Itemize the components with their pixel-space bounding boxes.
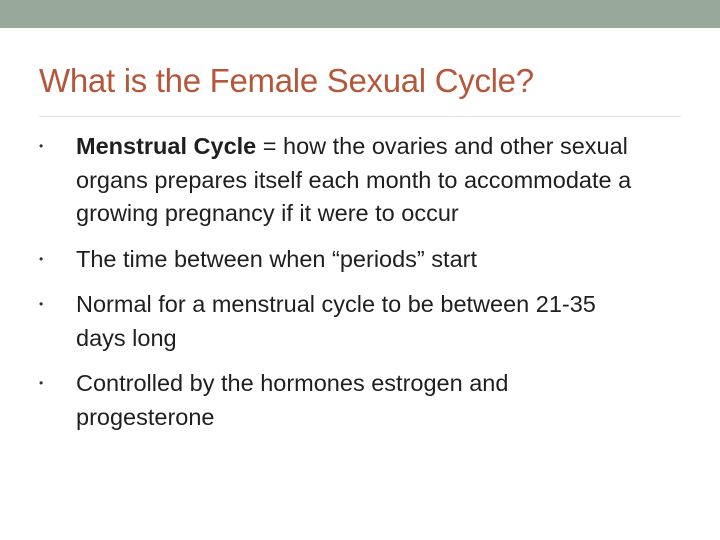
bullet-text: Normal for a menstrual cycle to be between 21-35 days long xyxy=(76,291,596,351)
bullet-icon: • xyxy=(39,297,44,311)
bullet-item-normal-length xyxy=(0,288,646,355)
bullet-term: Menstrual Cycle xyxy=(76,133,257,159)
bullet-text xyxy=(76,133,631,226)
bullet-text: The time between when “periods” start xyxy=(76,245,477,272)
top-color-band xyxy=(0,0,720,28)
bullet-icon: • xyxy=(39,376,44,390)
bullet-list xyxy=(0,130,720,446)
bullet-item-hormones xyxy=(0,367,646,434)
bullet-icon: • xyxy=(39,139,44,153)
bullet-item-time-between xyxy=(0,243,646,277)
bullet-definition: = how the ovaries and other sexual organs prepares itself each month to accommodate a growing pregnancy if it were to occur xyxy=(76,133,632,226)
bullet-text: Controlled by the hormones estrogen and progesterone xyxy=(76,370,509,430)
title-divider xyxy=(39,116,681,117)
bullet-item-menstrual-cycle xyxy=(0,130,646,231)
slide-title: What is the Female Sexual Cycle? xyxy=(39,62,534,99)
bullet-icon: • xyxy=(39,251,44,266)
